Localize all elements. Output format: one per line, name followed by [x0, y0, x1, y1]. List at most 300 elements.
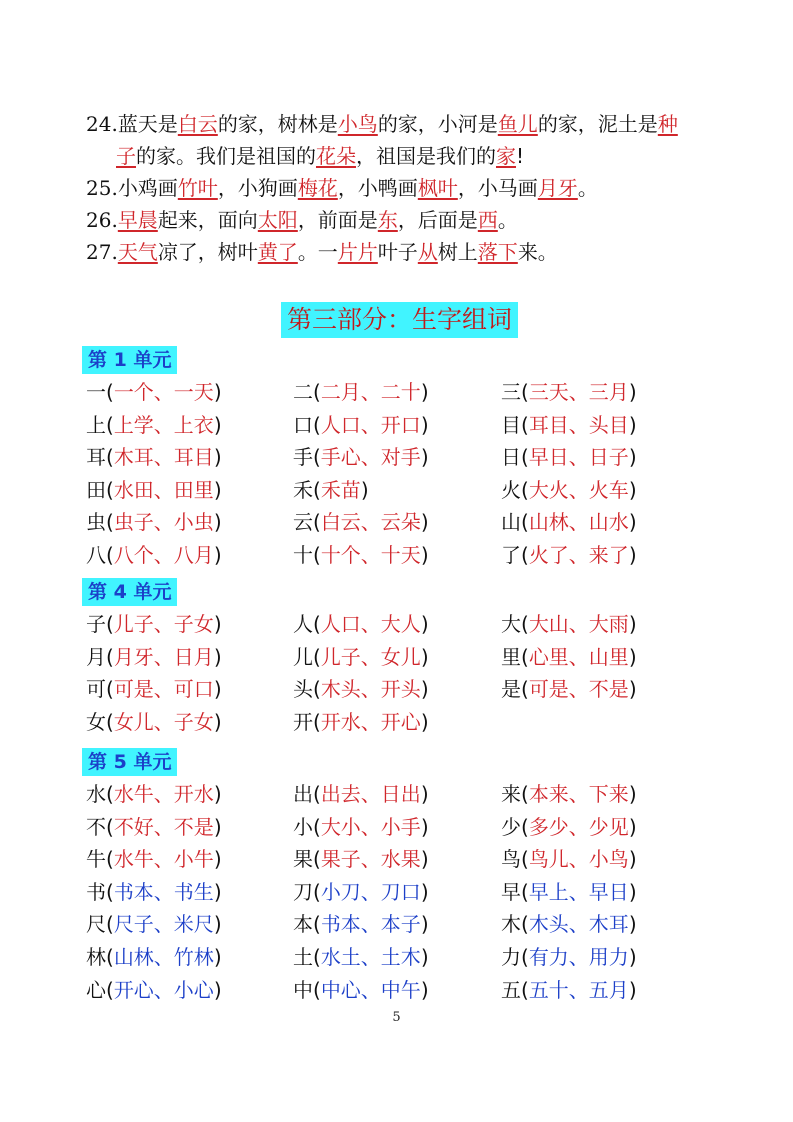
answer-word: 天气 [117, 240, 158, 264]
vocab-row [86, 409, 726, 442]
open-paren: ( [521, 782, 529, 806]
vocab-entry [293, 811, 429, 844]
vocab-character: 小 [293, 814, 313, 839]
vocab-words: 人口、开口 [320, 412, 421, 437]
close-paren: ) [420, 612, 429, 636]
open-paren: ( [521, 879, 529, 904]
close-paren: ) [628, 644, 637, 669]
vocab-words: 耳目、头目 [528, 412, 629, 437]
answer-word: 落下 [477, 240, 518, 264]
open-paren: ( [521, 612, 529, 636]
vocab-grid [86, 608, 726, 738]
vocab-character: 五 [501, 977, 521, 1002]
vocab-entry [86, 706, 222, 739]
open-paren: ( [521, 944, 529, 969]
vocab-words: 中心、中午 [320, 977, 421, 1002]
vocab-entry [293, 474, 369, 507]
vocab-row [86, 673, 726, 706]
close-paren: ) [213, 510, 222, 535]
vocab-entry [501, 843, 637, 876]
sentence-line [86, 108, 726, 140]
vocab-words: 人口、大人 [320, 612, 421, 636]
vocab-words: 心里、山里 [528, 644, 629, 669]
vocab-character: 一 [86, 380, 106, 404]
open-paren: ( [313, 542, 321, 567]
answer-word: 东 [377, 208, 398, 232]
vocab-words: 白云、云朵 [320, 510, 421, 535]
vocab-character: 八 [86, 542, 106, 567]
vocab-character: 林 [86, 944, 106, 969]
vocab-words: 儿子、子女 [113, 612, 214, 636]
vocab-character: 不 [86, 814, 106, 839]
vocab-entry [86, 843, 222, 876]
vocab-entry [501, 641, 637, 674]
vocab-row [86, 778, 726, 811]
section-title: 第三部分：生字组词 [281, 302, 518, 338]
vocab-words: 五十、五月 [528, 977, 629, 1002]
vocab-character: 口 [293, 412, 313, 437]
vocab-character: 人 [293, 612, 313, 636]
vocab-entry [501, 506, 637, 539]
answer-word: 黄了 [257, 240, 298, 264]
vocab-entry [293, 441, 429, 474]
open-paren: ( [106, 709, 114, 734]
open-paren: ( [521, 445, 529, 470]
vocab-grid [86, 376, 726, 572]
vocab-row [86, 876, 726, 909]
vocab-row [86, 843, 726, 876]
close-paren: ) [420, 912, 429, 937]
close-paren: ) [213, 709, 222, 734]
sentence-line [86, 236, 726, 268]
vocab-words: 小刀、刀口 [320, 879, 421, 904]
vocab-character: 火 [501, 477, 521, 502]
open-paren: ( [106, 814, 114, 839]
vocab-entry [501, 474, 637, 507]
vocab-character: 是 [501, 677, 521, 702]
vocab-character: 十 [293, 542, 313, 567]
vocab-words: 八个、八月 [113, 542, 214, 567]
open-paren: ( [521, 847, 529, 872]
open-paren: ( [521, 977, 529, 1002]
vocab-character: 刀 [293, 879, 313, 904]
sentence-text: 。 [497, 208, 518, 232]
sentence-text: 的家，小河是 [377, 112, 498, 136]
vocab-character: 大 [501, 612, 521, 636]
vocab-row [86, 974, 726, 1007]
open-paren: ( [521, 542, 529, 567]
vocab-words: 不好、不是 [113, 814, 214, 839]
close-paren: ) [213, 644, 222, 669]
sentence-text: 来。 [517, 240, 558, 264]
close-paren: ) [628, 879, 637, 904]
close-paren: ) [628, 814, 637, 839]
vocab-entry [86, 376, 222, 409]
close-paren: ) [420, 412, 429, 437]
vocab-entry [501, 876, 637, 909]
sentence-text: ，前面是 [297, 208, 378, 232]
vocab-entry [293, 506, 429, 539]
open-paren: ( [313, 847, 321, 872]
vocab-entry [86, 673, 222, 706]
vocab-words: 水牛、小牛 [113, 847, 214, 872]
open-paren: ( [313, 412, 321, 437]
vocab-entry [293, 608, 429, 641]
vocab-words: 山林、山水 [528, 510, 629, 535]
vocab-words: 书本、本子 [320, 912, 421, 937]
vocab-entry [293, 778, 429, 811]
close-paren: ) [213, 542, 222, 567]
sentence-text: ! [516, 144, 525, 168]
vocab-words: 山林、竹林 [113, 944, 214, 969]
close-paren: ) [420, 677, 429, 702]
close-paren: ) [213, 912, 222, 937]
sentence-text: 叶子 [377, 240, 418, 264]
vocab-words: 上学、上衣 [113, 412, 214, 437]
vocab-character: 早 [501, 879, 521, 904]
close-paren: ) [420, 814, 429, 839]
vocab-character: 心 [86, 977, 106, 1002]
sentence-text: 树上 [437, 240, 478, 264]
vocab-words: 禾苗 [320, 477, 361, 502]
open-paren: ( [313, 782, 321, 806]
unit-heading: 第 5 单元 [82, 748, 177, 776]
vocab-words: 水田、田里 [113, 477, 214, 502]
vocab-character: 书 [86, 879, 106, 904]
vocab-character: 鸟 [501, 847, 521, 872]
close-paren: ) [628, 510, 637, 535]
vocab-character: 牛 [86, 847, 106, 872]
close-paren: ) [213, 677, 222, 702]
open-paren: ( [313, 977, 321, 1002]
open-paren: ( [313, 912, 321, 937]
sentence-number: 24. [86, 112, 118, 136]
answer-word: 太阳 [257, 208, 298, 232]
open-paren: ( [521, 412, 529, 437]
open-paren: ( [521, 477, 529, 502]
vocab-grid [86, 778, 726, 1006]
vocab-character: 山 [501, 510, 521, 535]
close-paren: ) [420, 709, 429, 734]
vocab-entry [86, 876, 222, 909]
vocab-entry [293, 409, 429, 442]
vocab-row [86, 941, 726, 974]
vocab-entry [293, 974, 429, 1007]
vocab-entry [293, 843, 429, 876]
vocab-character: 日 [501, 445, 521, 470]
sentence-text: 的家，泥土是 [537, 112, 658, 136]
vocab-character: 出 [293, 782, 313, 806]
vocab-entry [501, 974, 637, 1007]
answer-word: 从 [417, 240, 438, 264]
vocab-character: 力 [501, 944, 521, 969]
close-paren: ) [628, 977, 637, 1002]
vocab-character: 尺 [86, 912, 106, 937]
sentence-number: 27. [86, 240, 118, 264]
open-paren: ( [106, 944, 114, 969]
vocab-row [86, 706, 726, 739]
vocab-entry [501, 441, 637, 474]
vocab-words: 二月、二十 [320, 380, 421, 404]
close-paren: ) [213, 412, 222, 437]
answer-word: 种 [657, 112, 678, 136]
sentence-number: 25. [86, 176, 118, 200]
vocab-entry [501, 608, 637, 641]
close-paren: ) [213, 814, 222, 839]
close-paren: ) [420, 847, 429, 872]
unit-heading: 第 4 单元 [82, 578, 177, 606]
close-paren: ) [628, 542, 637, 567]
answer-word: 梅花 [297, 176, 338, 200]
vocab-words: 早上、早日 [528, 879, 629, 904]
sentence-text: ，后面是 [397, 208, 478, 232]
vocab-character: 果 [293, 847, 313, 872]
vocab-row [86, 506, 726, 539]
sentence-number: 26. [86, 208, 118, 232]
vocab-entry [293, 706, 429, 739]
vocab-entry [86, 506, 222, 539]
open-paren: ( [313, 709, 321, 734]
answer-word: 家 [496, 144, 516, 168]
close-paren: ) [420, 445, 429, 470]
vocab-character: 少 [501, 814, 521, 839]
open-paren: ( [521, 644, 529, 669]
vocab-words: 尺子、米尺 [113, 912, 214, 937]
sentence-text: 小鸡画 [117, 176, 178, 200]
answer-word: 早晨 [117, 208, 158, 232]
vocab-entry [86, 608, 222, 641]
vocab-entry [501, 811, 637, 844]
vocab-entry [86, 539, 222, 572]
vocab-character: 手 [293, 445, 313, 470]
vocab-entry [501, 539, 637, 572]
vocab-words: 木头、木耳 [528, 912, 629, 937]
open-paren: ( [106, 847, 114, 872]
answer-word: 西 [477, 208, 498, 232]
vocab-words: 有力、用力 [528, 944, 629, 969]
open-paren: ( [313, 510, 321, 535]
vocab-character: 水 [86, 782, 106, 806]
vocab-entry [86, 778, 222, 811]
sentence-text: 蓝天是 [117, 112, 178, 136]
vocab-words: 木耳、耳目 [113, 445, 214, 470]
open-paren: ( [106, 977, 114, 1002]
vocab-character: 了 [501, 542, 521, 567]
close-paren: ) [420, 510, 429, 535]
vocab-entry [501, 908, 637, 941]
vocab-character: 开 [293, 709, 313, 734]
close-paren: ) [628, 612, 637, 636]
open-paren: ( [521, 380, 529, 404]
close-paren: ) [420, 644, 429, 669]
vocab-words: 开水、开心 [320, 709, 421, 734]
close-paren: ) [213, 977, 222, 1002]
open-paren: ( [106, 477, 114, 502]
vocab-words: 虫子、小虫 [113, 510, 214, 535]
sentence-list [86, 108, 726, 268]
close-paren: ) [213, 445, 222, 470]
answer-word: 片片 [337, 240, 378, 264]
vocab-entry [86, 908, 222, 941]
vocab-character: 云 [293, 510, 313, 535]
unit-heading: 第 1 单元 [82, 346, 177, 374]
vocab-character: 月 [86, 644, 106, 669]
vocab-entry [293, 876, 429, 909]
vocab-words: 一个、一天 [113, 380, 214, 404]
open-paren: ( [106, 879, 114, 904]
vocab-words: 女儿、子女 [113, 709, 214, 734]
close-paren: ) [628, 944, 637, 969]
sentence-line [86, 140, 726, 172]
sentence-line [86, 172, 726, 204]
vocab-words: 大山、大雨 [528, 612, 629, 636]
vocab-words: 大小、小手 [320, 814, 421, 839]
vocab-row [86, 376, 726, 409]
vocab-entry [293, 539, 429, 572]
vocab-words: 木头、开头 [320, 677, 421, 702]
vocab-character: 二 [293, 380, 313, 404]
vocab-entry [86, 974, 222, 1007]
open-paren: ( [313, 445, 321, 470]
sentence-text: 。一 [297, 240, 338, 264]
vocab-character: 虫 [86, 510, 106, 535]
vocab-row [86, 908, 726, 941]
close-paren: ) [213, 879, 222, 904]
vocab-words: 月牙、日月 [113, 644, 214, 669]
vocab-words: 多少、少见 [528, 814, 629, 839]
vocab-entry [501, 376, 637, 409]
open-paren: ( [521, 677, 529, 702]
vocab-words: 鸟儿、小鸟 [528, 847, 629, 872]
vocab-entry [293, 673, 429, 706]
vocab-words: 水土、土木 [320, 944, 421, 969]
vocab-entry [86, 641, 222, 674]
open-paren: ( [106, 412, 114, 437]
open-paren: ( [313, 814, 321, 839]
vocab-character: 耳 [86, 445, 106, 470]
close-paren: ) [420, 944, 429, 969]
vocab-words: 书本、书生 [113, 879, 214, 904]
sentence-text: 凉了，树叶 [157, 240, 258, 264]
close-paren: ) [213, 782, 222, 806]
vocab-character: 女 [86, 709, 106, 734]
open-paren: ( [313, 644, 321, 669]
vocab-words: 水牛、开水 [113, 782, 214, 806]
answer-word: 枫叶 [417, 176, 458, 200]
open-paren: ( [313, 944, 321, 969]
close-paren: ) [628, 677, 637, 702]
answer-word: 月牙 [537, 176, 578, 200]
answer-word: 竹叶 [177, 176, 218, 200]
sentence-text: 的家，树林是 [217, 112, 338, 136]
vocab-row [86, 474, 726, 507]
close-paren: ) [213, 612, 222, 636]
vocab-entry [293, 908, 429, 941]
open-paren: ( [106, 612, 114, 636]
close-paren: ) [420, 879, 429, 904]
vocab-character: 目 [501, 412, 521, 437]
close-paren: ) [420, 380, 429, 404]
vocab-words: 大火、火车 [528, 477, 629, 502]
open-paren: ( [106, 782, 114, 806]
vocab-row [86, 641, 726, 674]
vocab-entry [501, 673, 637, 706]
page-number: 5 [392, 1010, 401, 1025]
sentence-text: ，小狗画 [217, 176, 298, 200]
vocab-entry [293, 941, 429, 974]
vocab-row [86, 441, 726, 474]
vocab-character: 子 [86, 612, 106, 636]
close-paren: ) [360, 477, 369, 502]
vocab-row [86, 608, 726, 641]
open-paren: ( [106, 542, 114, 567]
open-paren: ( [106, 445, 114, 470]
open-paren: ( [313, 612, 321, 636]
vocab-character: 禾 [293, 477, 313, 502]
vocab-character: 三 [501, 380, 521, 404]
sentence-text: 起来，面向 [157, 208, 258, 232]
open-paren: ( [106, 644, 114, 669]
close-paren: ) [213, 477, 222, 502]
answer-word: 小鸟 [337, 112, 378, 136]
close-paren: ) [213, 847, 222, 872]
open-paren: ( [521, 510, 529, 535]
sentence-text: ，祖国是我们的 [356, 144, 496, 168]
close-paren: ) [628, 477, 637, 502]
open-paren: ( [106, 510, 114, 535]
close-paren: ) [628, 412, 637, 437]
vocab-words: 火了、来了 [528, 542, 629, 567]
open-paren: ( [106, 677, 114, 702]
sentence-text: 。 [577, 176, 598, 200]
vocab-character: 来 [501, 782, 521, 806]
open-paren: ( [313, 677, 321, 702]
sentence-text: 的家。我们是祖国的 [136, 144, 316, 168]
vocab-character: 可 [86, 677, 106, 702]
close-paren: ) [628, 912, 637, 937]
open-paren: ( [106, 380, 114, 404]
vocab-words: 早日、日子 [528, 445, 629, 470]
close-paren: ) [628, 847, 637, 872]
close-paren: ) [420, 782, 429, 806]
answer-word: 子 [116, 144, 136, 168]
vocab-words: 可是、可口 [113, 677, 214, 702]
vocab-entry [501, 778, 637, 811]
open-paren: ( [521, 912, 529, 937]
vocab-row [86, 811, 726, 844]
vocab-words: 十个、十天 [320, 542, 421, 567]
vocab-words: 儿子、女儿 [320, 644, 421, 669]
vocab-row [86, 539, 726, 572]
vocab-character: 中 [293, 977, 313, 1002]
vocab-character: 木 [501, 912, 521, 937]
vocab-entry [293, 641, 429, 674]
close-paren: ) [420, 542, 429, 567]
vocab-words: 可是、不是 [528, 677, 629, 702]
vocab-character: 里 [501, 644, 521, 669]
vocab-entry [501, 409, 637, 442]
close-paren: ) [628, 782, 637, 806]
answer-word: 花朵 [316, 144, 356, 168]
open-paren: ( [313, 380, 321, 404]
close-paren: ) [213, 380, 222, 404]
sentence-text: ，小马画 [457, 176, 538, 200]
vocab-character: 本 [293, 912, 313, 937]
vocab-entry [293, 376, 429, 409]
vocab-character: 儿 [293, 644, 313, 669]
vocab-entry [86, 409, 222, 442]
open-paren: ( [106, 912, 114, 937]
